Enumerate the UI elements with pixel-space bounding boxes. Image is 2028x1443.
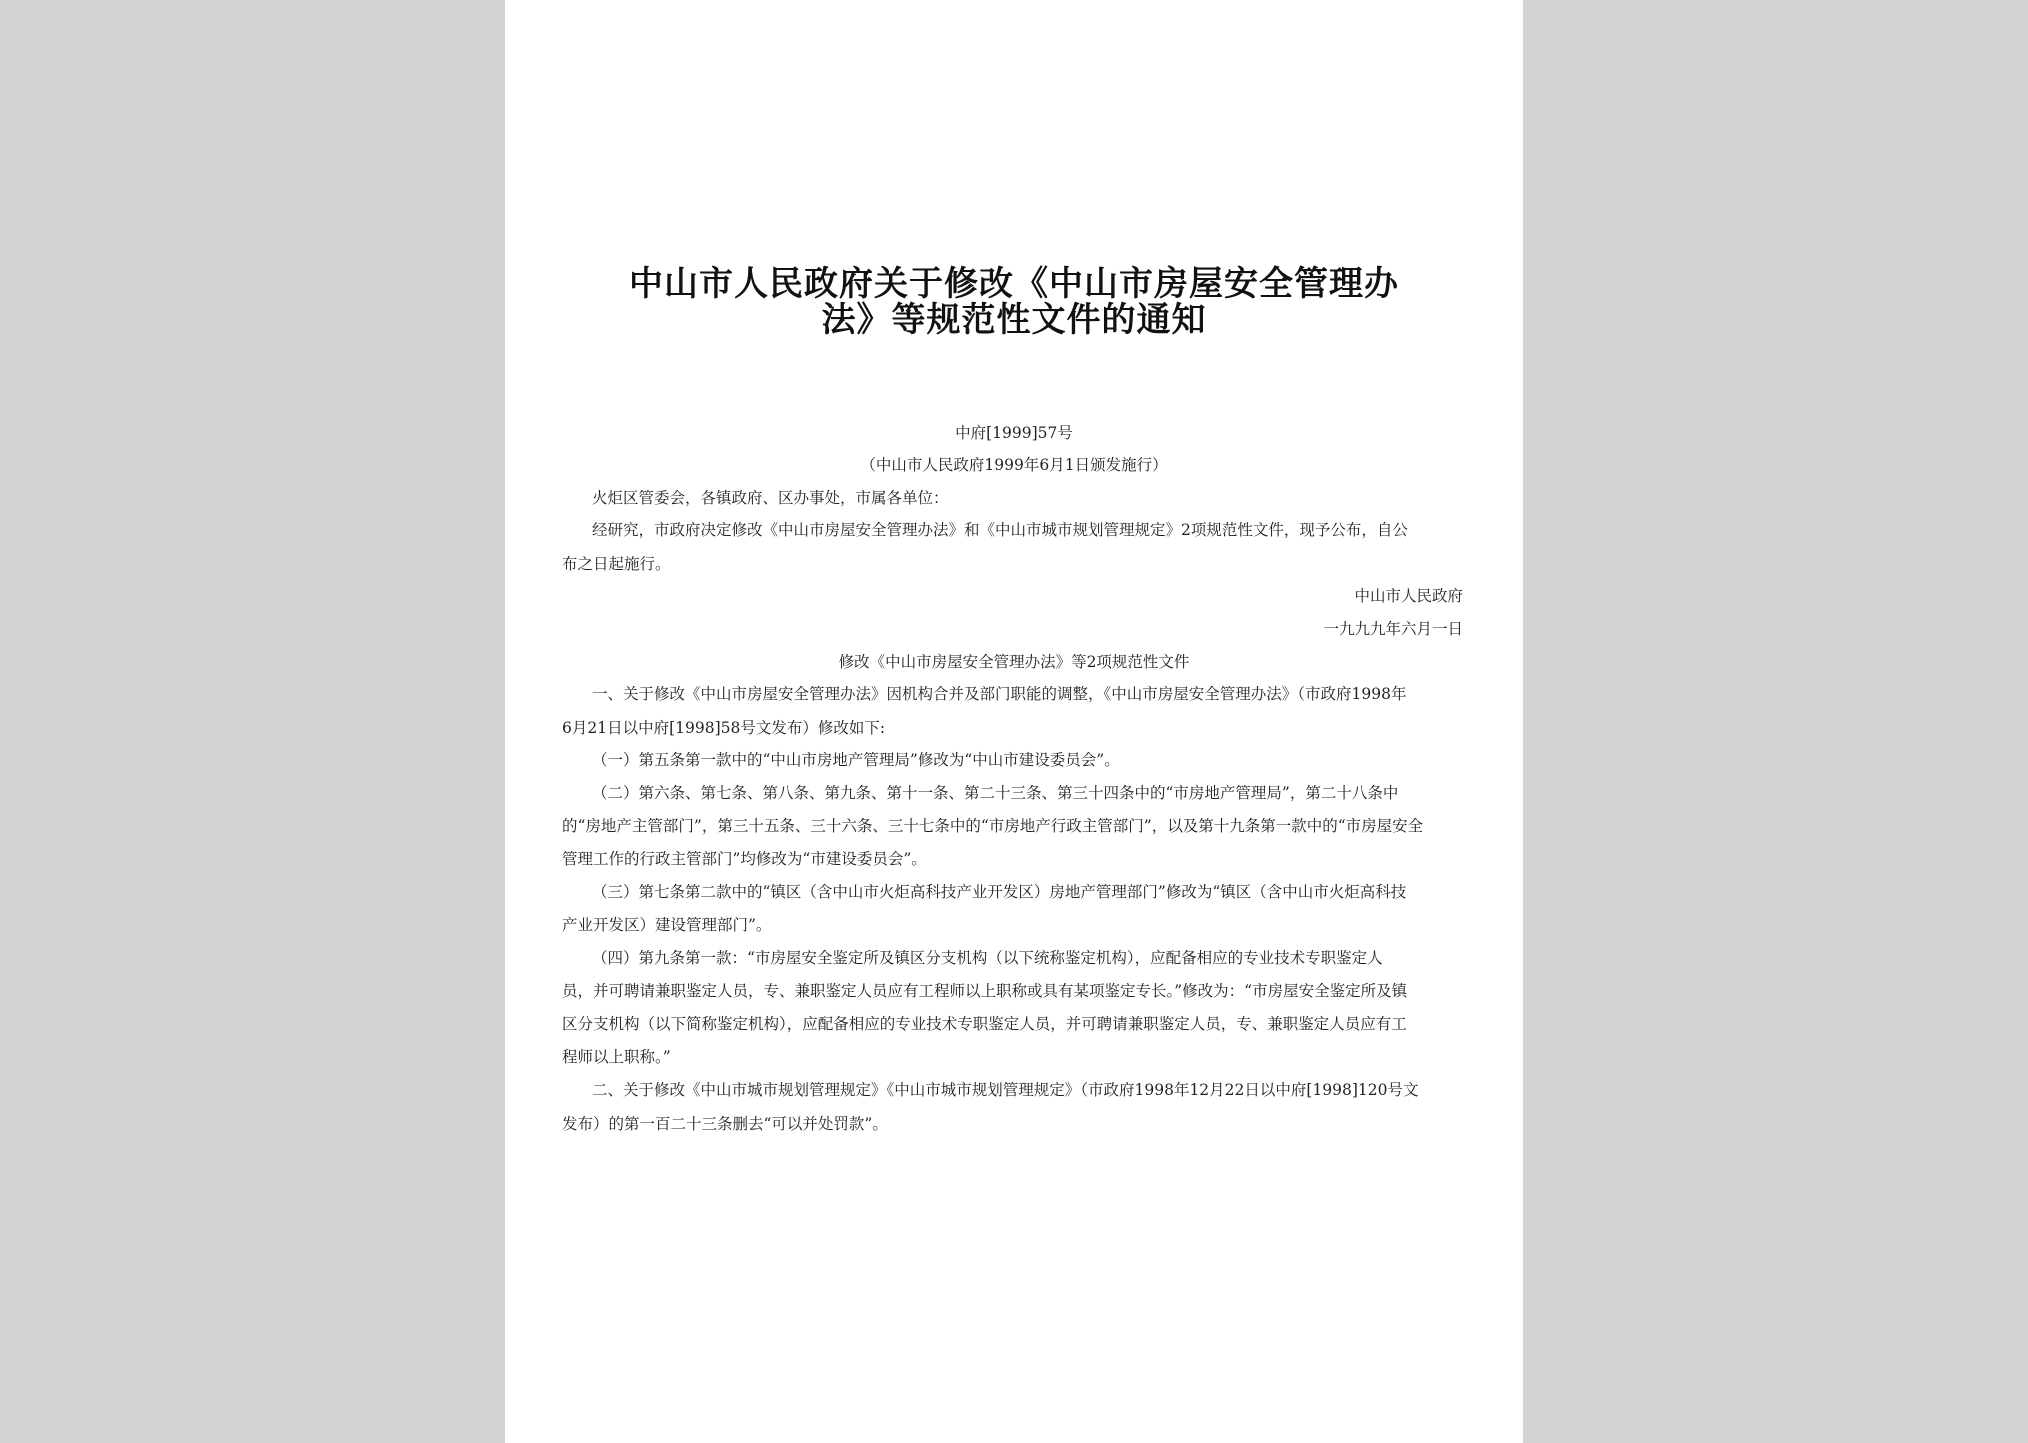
sub-item-2-line-3: 管理工作的行政主管部门”均修改为“市建设委员会”。 bbox=[562, 850, 927, 868]
sub-item-2-line-2: 的“房地产主管部门”，第三十五条、三十六条、三十七条中的“市房地产行政主管部门”，以及第十九条第一款中的“市房屋安全 bbox=[562, 817, 1424, 835]
document-number: 中府[1999]57号 bbox=[955, 424, 1073, 442]
sub-item-4-line-4: 程师以上职称。” bbox=[562, 1048, 671, 1066]
sub-item-4-line-3: 区分支机构（以下简称鉴定机构），应配备相应的专业技术专职鉴定人员，并可聘请兼职鉴定人员，专、兼职鉴定人员应有工 bbox=[562, 1015, 1407, 1033]
addressee: 火炬区管委会，各镇政府、区办事处，市属各单位： bbox=[592, 489, 949, 507]
document-title-line-1: 中山市人民政府关于修改《中山市房屋安全管理办 bbox=[629, 264, 1399, 304]
signature-organization: 中山市人民政府 bbox=[1354, 587, 1463, 605]
sub-item-1: （一）第五条第一款中的“中山市房地产管理局”修改为“中山市建设委员会”。 bbox=[592, 751, 1120, 769]
item-1-line-2: 6月21日以中府[1998]58号文发布）修改如下: bbox=[562, 719, 886, 737]
annex-title: 修改《中山市房屋安全管理办法》等2项规范性文件 bbox=[838, 653, 1190, 671]
item-2-line-2: 发布）的第一百二十三条删去“可以并处罚款”。 bbox=[562, 1115, 888, 1133]
sub-item-4-line-1: （四）第九条第一款：“市房屋安全鉴定所及镇区分支机构（以下统称鉴定机构），应配备相应的专业技术专职鉴定人 bbox=[592, 949, 1383, 967]
issue-note: （中山市人民政府1999年6月1日颁发施行） bbox=[860, 456, 1168, 474]
body-paragraph-1-line-2: 布之日起施行。 bbox=[562, 555, 671, 573]
document-title-line-2: 法》等规范性文件的通知 bbox=[821, 300, 1207, 340]
sub-item-3-line-1: （三）第七条第二款中的“镇区（含中山市火炬高科技产业开发区）房地产管理部门”修改为“镇区（含中山市火炬高科技 bbox=[592, 883, 1407, 901]
sub-item-2-line-1: （二）第六条、第七条、第八条、第九条、第十一条、第二十三条、第三十四条中的“市房地产管理局”，第二十八条中 bbox=[592, 784, 1399, 802]
body-paragraph-1-line-1: 经研究，市政府决定修改《中山市房屋安全管理办法》和《中山市城市规划管理规定》2项规范性文件，现予公布，自公 bbox=[592, 521, 1408, 539]
document-page bbox=[505, 0, 1523, 1443]
sub-item-3-line-2: 产业开发区）建设管理部门”。 bbox=[562, 916, 772, 934]
signature-date: 一九九九年六月一日 bbox=[1323, 620, 1463, 638]
item-2-line-1: 二、关于修改《中山市城市规划管理规定》《中山市城市规划管理规定》（市政府1998年12月22日以中府[1998]120号文 bbox=[592, 1081, 1419, 1099]
item-1-line-1: 一、关于修改《中山市房屋安全管理办法》因机构合并及部门职能的调整，《中山市房屋安全管理办法》（市政府1998年 bbox=[592, 685, 1407, 703]
sub-item-4-line-2: 员，并可聘请兼职鉴定人员，专、兼职鉴定人员应有工程师以上职称或具有某项鉴定专长。”修改为：“市房屋安全鉴定所及镇 bbox=[562, 982, 1408, 1000]
